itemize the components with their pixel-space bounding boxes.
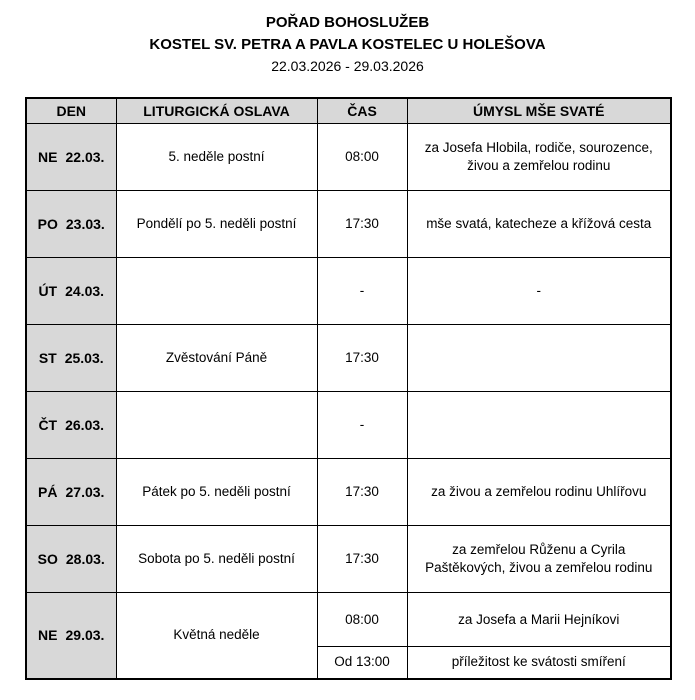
time-cell: - xyxy=(317,258,407,325)
day-cell xyxy=(26,124,116,191)
day-cell xyxy=(26,392,116,459)
intention-cell: za zemřelou Růženu a Cyrila Paštěkových, živou a zemřelou rodinu xyxy=(407,526,671,593)
celebration-cell: Květná neděle xyxy=(116,593,317,679)
celebration-cell xyxy=(116,392,317,459)
day-date: 24.03. xyxy=(65,282,105,299)
title-block xyxy=(0,0,695,76)
intention-cell: za živou a zemřelou rodinu Uhlířovu xyxy=(407,459,671,526)
day-abbrev: NE xyxy=(38,627,58,644)
schedule-row xyxy=(26,191,671,258)
schedule-row xyxy=(26,392,671,459)
col-header-time: ČAS xyxy=(317,98,407,124)
celebration-cell: Sobota po 5. neděli postní xyxy=(116,526,317,593)
day-cell xyxy=(26,593,116,679)
day-cell xyxy=(26,258,116,325)
time-cell: 08:00 xyxy=(317,124,407,191)
time-cell: Od 13:00 xyxy=(317,647,407,679)
page-title: POŘAD BOHOSLUŽEB xyxy=(265,14,430,31)
day-date: 29.03. xyxy=(65,627,105,644)
day-abbrev: PO xyxy=(37,215,58,232)
intention-cell xyxy=(407,325,671,392)
celebration-cell: Zvěstování Páně xyxy=(116,325,317,392)
time-cell: 17:30 xyxy=(317,459,407,526)
day-abbrev: SO xyxy=(37,550,58,567)
time-cell: - xyxy=(317,392,407,459)
day-abbrev: PÁ xyxy=(38,483,58,500)
time-cell: 08:00 xyxy=(317,593,407,647)
intention-cell: mše svatá, katecheze a křížová cesta xyxy=(407,191,671,258)
day-date: 26.03. xyxy=(65,416,105,433)
col-header-intention: ÚMYSL MŠE SVATÉ xyxy=(407,98,671,124)
day-cell xyxy=(26,325,116,392)
celebration-cell xyxy=(116,258,317,325)
day-date: 23.03. xyxy=(65,215,105,232)
day-date: 22.03. xyxy=(65,148,105,165)
col-header-day: DEN xyxy=(26,98,116,124)
church-name: KOSTEL SV. PETRA A PAVLA KOSTELEC U HOLEŠOVA xyxy=(149,36,546,53)
header-row xyxy=(26,98,671,124)
day-abbrev: ST xyxy=(38,349,57,366)
time-cell: 17:30 xyxy=(317,191,407,258)
schedule-row xyxy=(26,325,671,392)
day-abbrev: ÚT xyxy=(38,282,58,299)
schedule-row xyxy=(26,526,671,593)
schedule-row xyxy=(26,593,671,647)
time-cell: 17:30 xyxy=(317,325,407,392)
celebration-cell: Pondělí po 5. neděli postní xyxy=(116,191,317,258)
schedule-body xyxy=(26,124,671,679)
schedule-row xyxy=(26,459,671,526)
day-abbrev: ČT xyxy=(38,416,58,433)
day-cell xyxy=(26,191,116,258)
intention-cell xyxy=(407,392,671,459)
date-range: 22.03.2026 - 29.03.2026 xyxy=(271,58,424,74)
intention-cell: - xyxy=(407,258,671,325)
day-date: 27.03. xyxy=(65,483,105,500)
schedule-row xyxy=(26,124,671,191)
intention-cell: za Josefa Hlobila, rodiče, sourozence, živou a zemřelou rodinu xyxy=(407,124,671,191)
celebration-cell: 5. neděle postní xyxy=(116,124,317,191)
day-abbrev: NE xyxy=(38,148,58,165)
intention-cell: příležitost ke svátosti smíření xyxy=(407,647,671,679)
day-date: 28.03. xyxy=(65,550,105,567)
schedule-row xyxy=(26,258,671,325)
day-date: 25.03. xyxy=(64,349,104,366)
col-header-celebration: LITURGICKÁ OSLAVA xyxy=(116,98,317,124)
day-cell xyxy=(26,459,116,526)
day-cell xyxy=(26,526,116,593)
time-cell: 17:30 xyxy=(317,526,407,593)
celebration-cell: Pátek po 5. neděli postní xyxy=(116,459,317,526)
schedule-table xyxy=(25,97,672,680)
intention-cell: za Josefa a Marii Hejníkovi xyxy=(407,593,671,647)
